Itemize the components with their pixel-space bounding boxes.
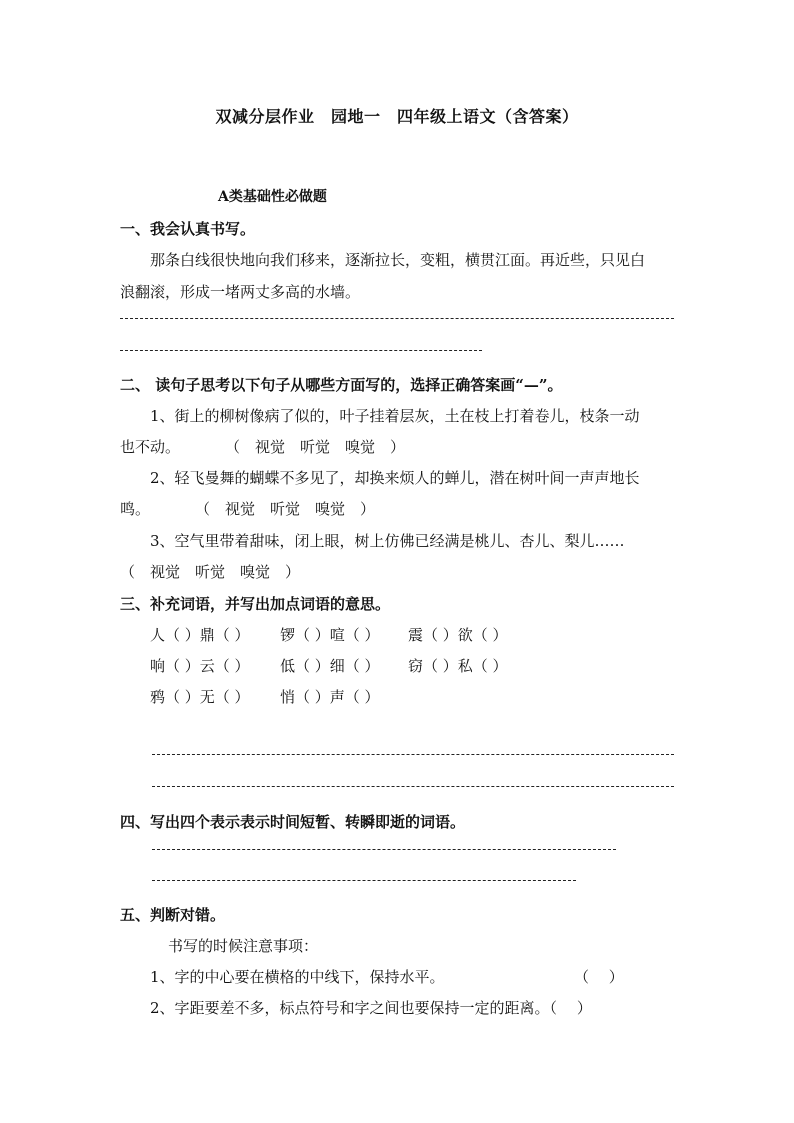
idiom-blank: 鸦（ ）无（ ）	[150, 688, 250, 706]
writing-line	[120, 318, 674, 319]
judge-item-1: 1、字的中心要在横格的中线下，保持水平。	[150, 968, 445, 986]
question-1-line-1: 1、街上的柳树像病了似的，叶子挂着层灰，土在枝上打着卷儿，枝条一动	[150, 407, 640, 425]
idiom-blank: 锣（ ）喧（ ）	[280, 626, 380, 644]
idiom-blank: 悄（ ）声（ ）	[280, 688, 380, 706]
writing-line	[152, 849, 616, 850]
question-3-line-1: 3、空气里带着甜味，闭上眼，树上仿佛已经满是桃儿、杏儿、梨儿……	[150, 532, 625, 550]
section-subtitle: A类基础性必做题	[218, 189, 327, 205]
idiom-blank: 低（ ）细（ ）	[280, 657, 380, 675]
passage-line-2: 浪翻滚，形成一堵两丈多高的水墙。	[120, 283, 361, 301]
answer-bracket: （ ）	[574, 968, 624, 986]
idiom-blank: 人（ ）鼎（ ）	[150, 626, 250, 644]
section-4-heading: 四、写出四个表示表示时间短暂、转瞬即逝的词语。	[120, 813, 466, 831]
passage-line-1: 那条白线很快地向我们移来，逐渐拉长，变粗，横贯江面。再近些，只见白	[150, 251, 646, 269]
judge-item-2: 2、字距要差不多，标点符号和字之间也要保持一定的距离。（ ）	[150, 999, 592, 1017]
section-2-heading: 二、 读句子思考以下句子从哪些方面写的，选择正确答案画“—”。	[120, 376, 563, 394]
idiom-blank: 响（ ）云（ ）	[150, 657, 250, 675]
question-2-line-1: 2、轻飞曼舞的蝴蝶不多见了，却换来烦人的蝉儿，潜在树叶间一声声地长	[150, 469, 640, 487]
writing-line	[152, 880, 576, 881]
idiom-blank: 震（ ）欲（ ）	[408, 626, 508, 644]
question-3-line-2: （ 视觉 听觉 嗅觉 ）	[120, 563, 301, 581]
section-3-heading: 三、补充词语，并写出加点词语的意思。	[120, 595, 391, 613]
writing-line	[152, 754, 674, 755]
writing-line	[120, 350, 482, 351]
section-5-heading: 五、判断对错。	[120, 906, 226, 924]
section-1-heading: 一、我会认真书写。	[120, 220, 256, 238]
writing-line	[152, 786, 674, 787]
question-1-line-2: 也不动。 （ 视觉 听觉 嗅觉 ）	[120, 438, 406, 456]
page-title: 双减分层作业 园地一 四年级上语文（含答案）	[215, 107, 579, 126]
judge-intro: 书写的时候注意事项：	[168, 937, 319, 955]
idiom-blank: 窃（ ）私（ ）	[408, 657, 508, 675]
question-2-line-2: 鸣。 （ 视觉 听觉 嗅觉 ）	[120, 500, 376, 518]
